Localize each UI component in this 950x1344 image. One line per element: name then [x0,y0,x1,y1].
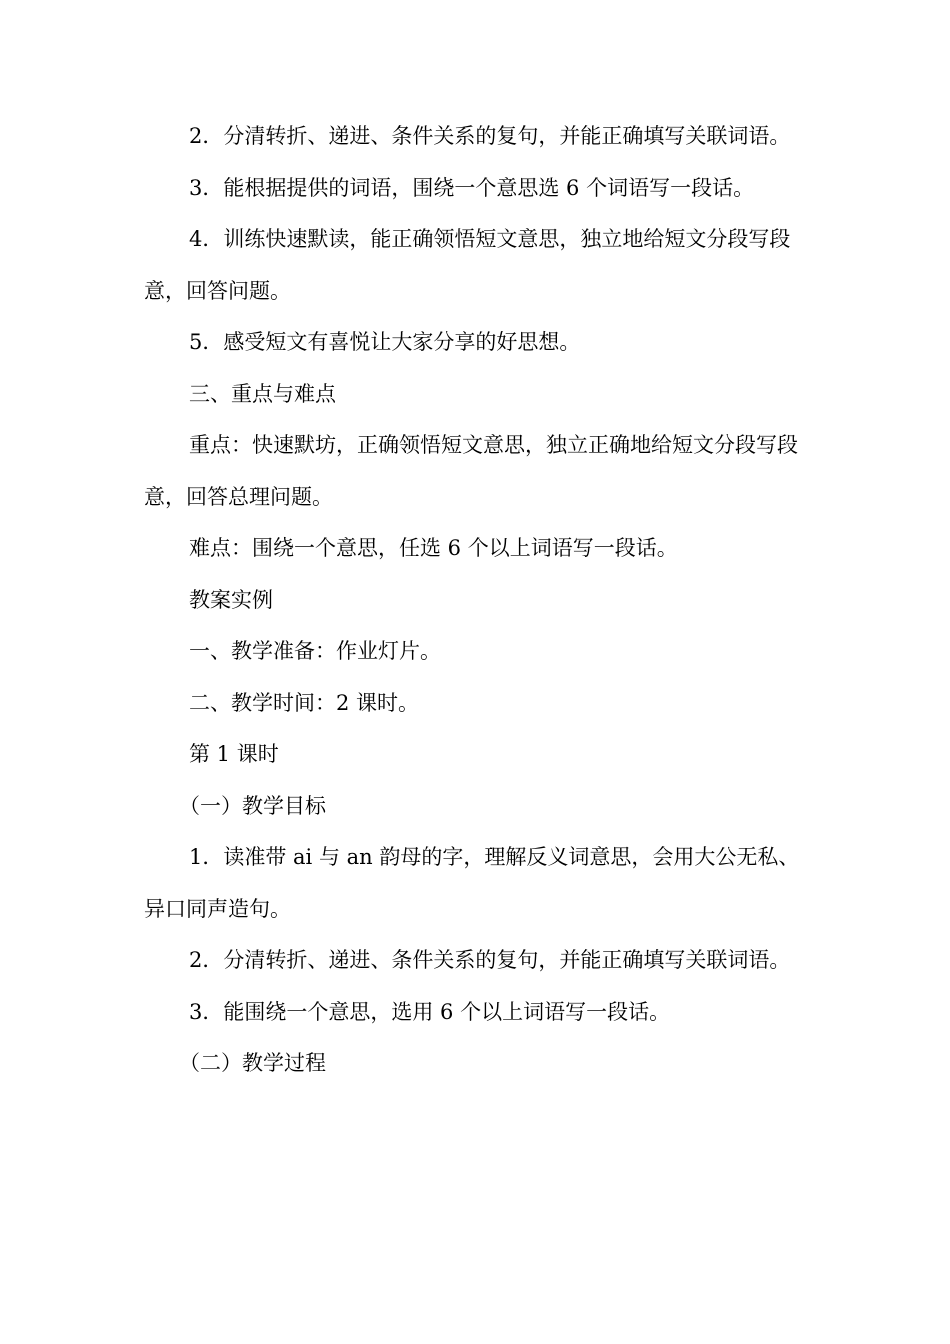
paragraph: 二、教学时间：2 课时。 [189,690,420,715]
paragraph: 难点：围绕一个意思，任选 6 个以上词语写一段话。 [189,536,678,560]
paragraph: 一、教学准备：作业灯片。 [189,639,441,663]
section-heading: （一）教学目标 [179,793,326,818]
paragraph: 重点：快速默坊，正确领悟短文意思，独立正确地给短文分段写段意，回答总理问题。 [144,433,798,509]
section-heading: 教案实例 [189,587,273,612]
paragraph: 3．能根据提供的词语，围绕一个意思选 6 个词语写一段话。 [189,175,755,200]
paragraph: 2．分清转折、递进、条件关系的复句，并能正确填写关联词语。 [189,124,791,148]
paragraph: 5．感受短文有喜悦让大家分享的好思想。 [189,330,581,354]
paragraph: 4．训练快速默读，能正确领悟短文意思，独立地给短文分段写段意，回答问题。 [144,227,791,303]
section-heading: （二）教学过程 [179,1051,326,1075]
document-body [144,111,806,1090]
section-heading: 三、重点与难点 [189,381,336,406]
paragraph: 2．分清转折、递进、条件关系的复句，并能正确填写关联词语。 [189,948,791,972]
section-heading: 第 1 课时 [189,742,279,766]
paragraph: 1．读准带 ai 与 an 韵母的字，理解反义词意思，会用大公无私、异口同声造句。 [144,845,800,921]
paragraph: 3．能围绕一个意思，选用 6 个以上词语写一段话。 [189,999,671,1024]
